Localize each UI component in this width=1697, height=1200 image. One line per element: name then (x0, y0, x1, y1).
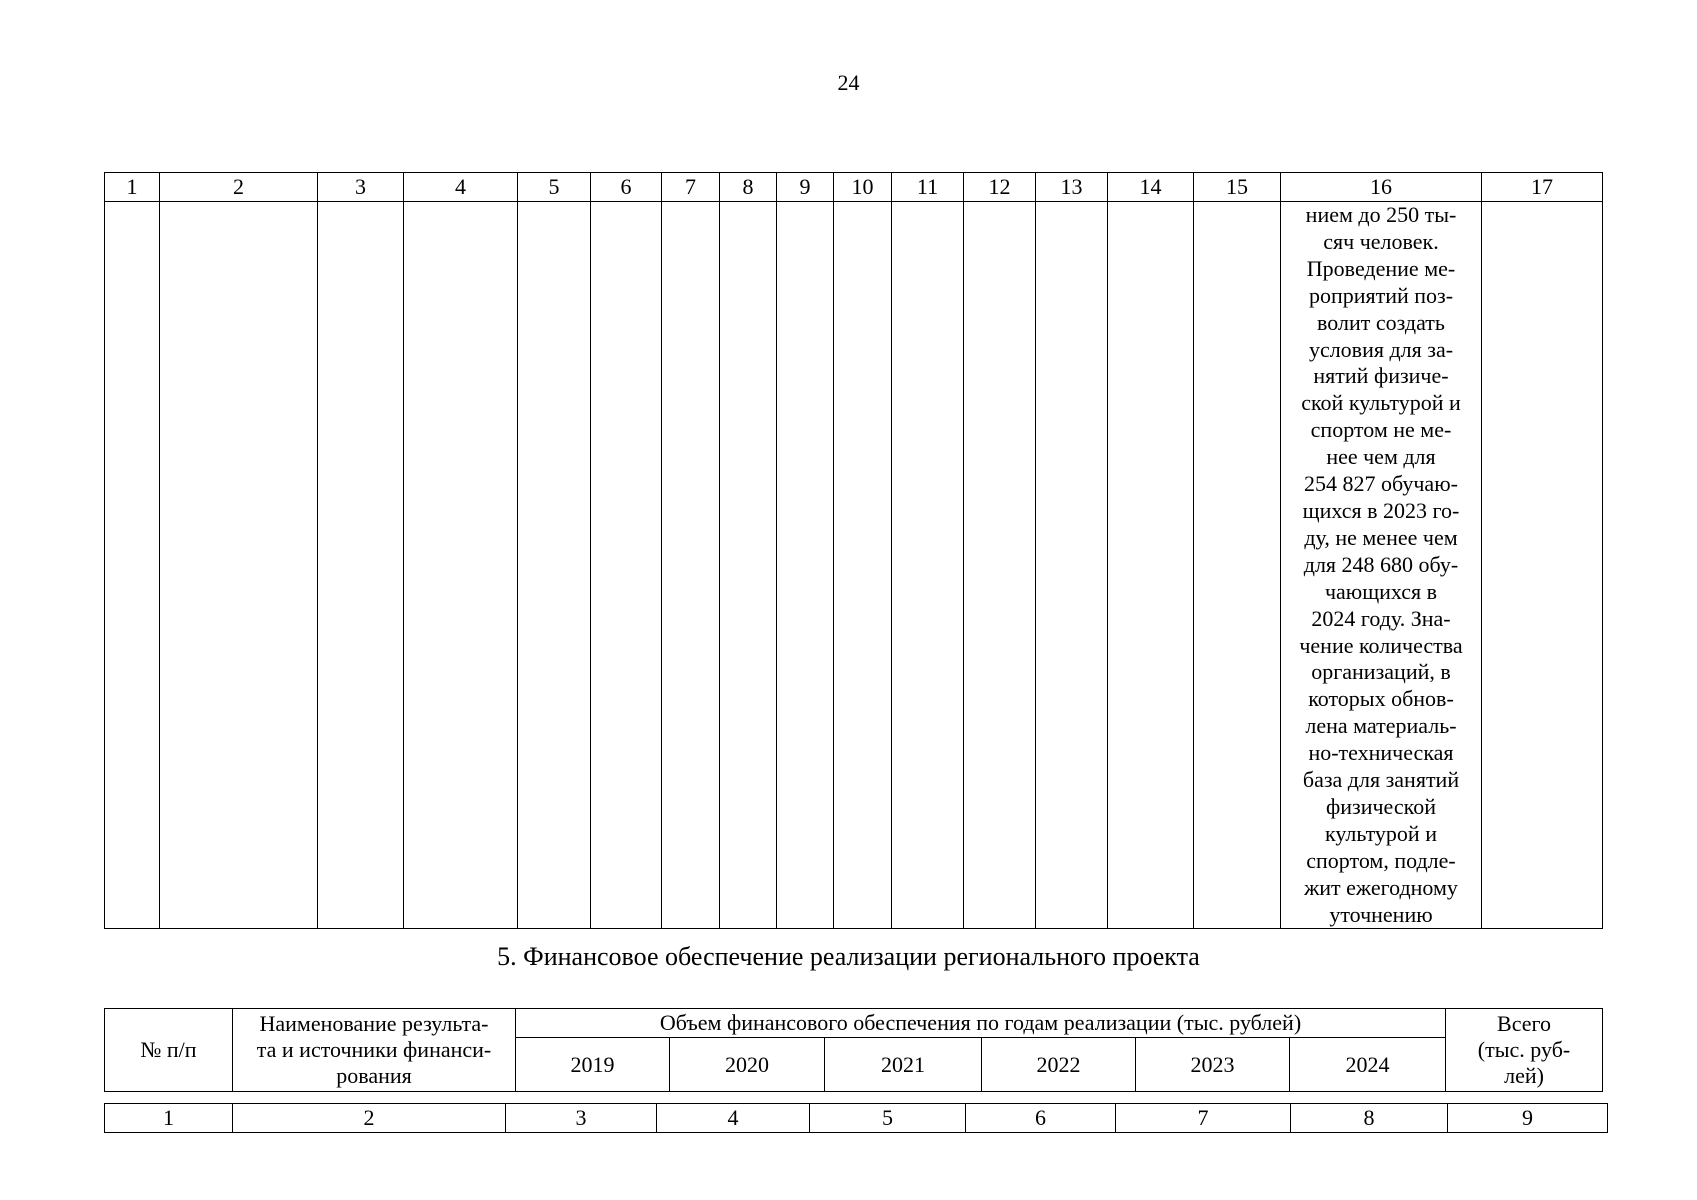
column-number-cell: 8 (720, 173, 777, 202)
table-cell (777, 202, 834, 929)
result-description-cell: нием до 250 ты- сяч человек. Проведение ме- роприятий поз- волит создать условия для за- нятий физиче- ской культурой и спортом не ме- нее чем для 254 827 обучаю- щихся в 2023 го- ду, не менее чем для 248 680 обу- чающихся в 2024 году. Зна- чение количества организаций, в которых обнов- лена материаль- но-техническая база для занятий физической культурой и спортом, подле- жит ежегодному уточнению (1281, 202, 1482, 929)
column-number-cell: 17 (1482, 173, 1603, 202)
table-cell (1108, 202, 1194, 929)
table-cell (964, 202, 1036, 929)
table-cell (318, 202, 404, 929)
table-row (105, 202, 1603, 929)
table-cell (720, 202, 777, 929)
financing-header-row (105, 1009, 1603, 1038)
col-total-header: Всего (тыс. руб- лей) (1446, 1009, 1603, 1092)
col-name-header: Наименование результа- та и источники финанси- рования (233, 1009, 516, 1092)
column-number-cell: 4 (404, 173, 518, 202)
column-number-cell: 9 (1448, 1104, 1608, 1133)
year-header-cell: 2024 (1290, 1038, 1446, 1092)
column-number-cell: 6 (966, 1104, 1116, 1133)
column-number-cell: 3 (506, 1104, 657, 1133)
column-number-cell: 2 (233, 1104, 506, 1133)
financing-column-numbers (104, 1103, 1608, 1133)
column-number-row (105, 1104, 1608, 1133)
column-number-cell: 6 (591, 173, 662, 202)
column-number-cell: 15 (1194, 173, 1281, 202)
column-number-cell: 4 (657, 1104, 810, 1133)
column-number-cell: 2 (160, 173, 318, 202)
column-number-cell: 10 (834, 173, 892, 202)
table-cell (662, 202, 720, 929)
col-number-header: № п/п (105, 1009, 233, 1092)
table-cell (518, 202, 591, 929)
column-number-cell: 9 (777, 173, 834, 202)
year-header-cell: 2019 (516, 1038, 670, 1092)
table-cell (591, 202, 662, 929)
column-number-cell: 8 (1291, 1104, 1448, 1133)
page-number: 24 (837, 70, 860, 95)
column-number-cell: 3 (318, 173, 404, 202)
table-cell (160, 202, 318, 929)
table-cell (834, 202, 892, 929)
column-number-cell: 1 (105, 1104, 233, 1133)
column-number-cell: 13 (1036, 173, 1108, 202)
column-number-cell: 5 (810, 1104, 966, 1133)
table-cell (1482, 202, 1603, 929)
section-title: 5. Финансовое обеспечение реализации регионального проекта (497, 942, 1200, 971)
year-header-cell: 2022 (982, 1038, 1136, 1092)
table-cell (1194, 202, 1281, 929)
column-number-cell: 11 (892, 173, 964, 202)
column-number-cell: 7 (662, 173, 720, 202)
year-header-cell: 2020 (670, 1038, 825, 1092)
project-results-table (104, 172, 1603, 929)
col-volume-header: Объем финансового обеспечения по годам реализации (тыс. рублей) (516, 1009, 1446, 1038)
financing-table-header (104, 1008, 1603, 1092)
column-number-cell: 7 (1116, 1104, 1291, 1133)
column-number-cell: 16 (1281, 173, 1482, 202)
table-cell (892, 202, 964, 929)
table-cell (1036, 202, 1108, 929)
column-number-cell: 12 (964, 173, 1036, 202)
year-header-cell: 2023 (1136, 1038, 1290, 1092)
table-cell (105, 202, 160, 929)
column-number-cell: 5 (518, 173, 591, 202)
column-number-cell: 14 (1108, 173, 1194, 202)
column-number-row (105, 173, 1603, 202)
table-cell (404, 202, 518, 929)
year-header-cell: 2021 (825, 1038, 982, 1092)
column-number-cell: 1 (105, 173, 160, 202)
